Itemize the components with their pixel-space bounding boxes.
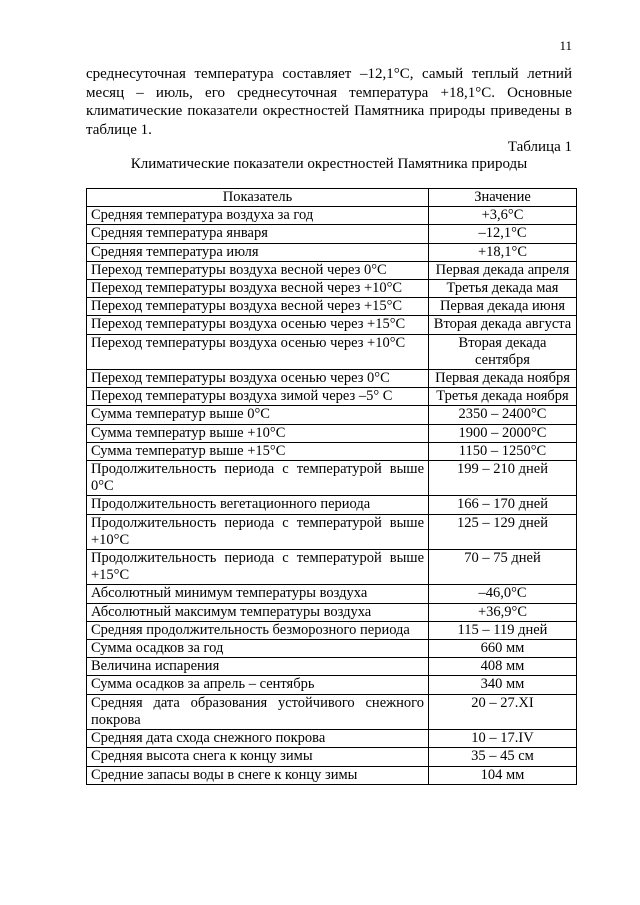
table-row [87,225,577,243]
indicator-cell: Средняя дата схода снежного покрова [87,730,429,748]
table-row [87,243,577,261]
indicator-cell: Средняя продолжительность безморозного периода [87,621,429,639]
table-row [87,207,577,225]
indicator-cell: Сумма осадков за год [87,640,429,658]
table-row [87,621,577,639]
page-number: 11 [559,38,572,53]
value-cell: Вторая декада сентября [429,334,577,369]
table-row [87,442,577,460]
header-value: Значение [429,189,577,207]
value-cell: +3,6°С [429,207,577,225]
indicator-cell: Средние запасы воды в снеге к концу зимы [87,766,429,784]
value-cell: 125 – 129 дней [429,514,577,549]
indicator-cell: Продолжительность вегетационного периода [87,496,429,514]
value-cell: Третья декада мая [429,280,577,298]
value-cell: –12,1°С [429,225,577,243]
value-cell: Вторая декада августа [429,316,577,334]
indicator-cell: Продолжительность периода с температурой выше +15°С [87,550,429,585]
value-cell: 1150 – 1250°С [429,442,577,460]
indicator-cell: Средняя температура воздуха за год [87,207,429,225]
table-row [87,640,577,658]
value-cell: 70 – 75 дней [429,550,577,585]
table-row [87,514,577,549]
table-row [87,461,577,496]
table-row [87,766,577,784]
value-cell: –46,0°С [429,585,577,603]
table-row [87,280,577,298]
value-cell: 20 – 27.XI [429,694,577,729]
table-row [87,603,577,621]
table-row [87,730,577,748]
indicator-cell: Сумма температур выше 0°С [87,406,429,424]
table-row [87,694,577,729]
indicator-cell: Величина испарения [87,658,429,676]
table-row [87,748,577,766]
table-row [87,370,577,388]
indicator-cell: Продолжительность периода с температурой выше 0°С [87,461,429,496]
table-row [87,334,577,369]
indicator-cell: Абсолютный минимум температуры воздуха [87,585,429,603]
value-cell: 166 – 170 дней [429,496,577,514]
indicator-cell: Переход температуры воздуха осенью через +15°С [87,316,429,334]
indicator-cell: Сумма осадков за апрель – сентябрь [87,676,429,694]
value-cell: 104 мм [429,766,577,784]
table-row [87,388,577,406]
indicator-cell: Средняя температура июля [87,243,429,261]
value-cell: Третья декада ноября [429,388,577,406]
value-cell: 2350 – 2400°С [429,406,577,424]
value-cell: 660 мм [429,640,577,658]
indicator-cell: Переход температуры воздуха осенью через 0°С [87,370,429,388]
table-number: Таблица 1 [507,139,572,155]
indicator-cell: Сумма температур выше +15°С [87,442,429,460]
table-body [87,207,577,785]
table-row [87,406,577,424]
indicator-cell: Сумма температур выше +10°С [87,424,429,442]
indicator-cell: Переход температуры воздуха весной через +15°С [87,298,429,316]
indicator-cell: Переход температуры воздуха весной через +10°С [87,280,429,298]
table-row [87,496,577,514]
table-row [87,676,577,694]
value-cell: Первая декада июня [429,298,577,316]
value-cell: 199 – 210 дней [429,461,577,496]
value-cell: 408 мм [429,658,577,676]
table-row [87,550,577,585]
table-row [87,658,577,676]
table-header-row [87,189,577,207]
value-cell: 1900 – 2000°С [429,424,577,442]
table-row [87,585,577,603]
table-row [87,316,577,334]
table-row [87,298,577,316]
value-cell: 115 – 119 дней [429,621,577,639]
indicator-cell: Средняя высота снега к концу зимы [87,748,429,766]
indicator-cell: Переход температуры воздуха весной через 0°С [87,261,429,279]
table-title: Климатические показатели окрестностей Памятника природы [130,156,528,172]
value-cell: 10 – 17.IV [429,730,577,748]
value-cell: 340 мм [429,676,577,694]
value-cell: Первая декада ноября [429,370,577,388]
table-row [87,424,577,442]
indicator-cell: Переход температуры воздуха зимой через –5° С [87,388,429,406]
climate-table [86,188,577,785]
value-cell: +36,9°С [429,603,577,621]
value-cell: 35 – 45 см [429,748,577,766]
header-indicator: Показатель [87,189,429,207]
value-cell: Первая декада апреля [429,261,577,279]
indicator-cell: Абсолютный максимум температуры воздуха [87,603,429,621]
indicator-cell: Средняя дата образования устойчивого снежного покрова [87,694,429,729]
indicator-cell: Переход температуры воздуха осенью через +10°С [87,334,429,369]
value-cell: +18,1°С [429,243,577,261]
indicator-cell: Продолжительность периода с температурой выше +10°С [87,514,429,549]
indicator-cell: Средняя температура января [87,225,429,243]
intro-paragraph: среднесуточная температура составляет –12,1°С, самый теплый летний месяц – июль, его среднесуточная температура +18,1°С. Основные климатические показатели окрестностей Памятника природы приведены в таблице 1. [86,66,572,138]
table-row [87,261,577,279]
